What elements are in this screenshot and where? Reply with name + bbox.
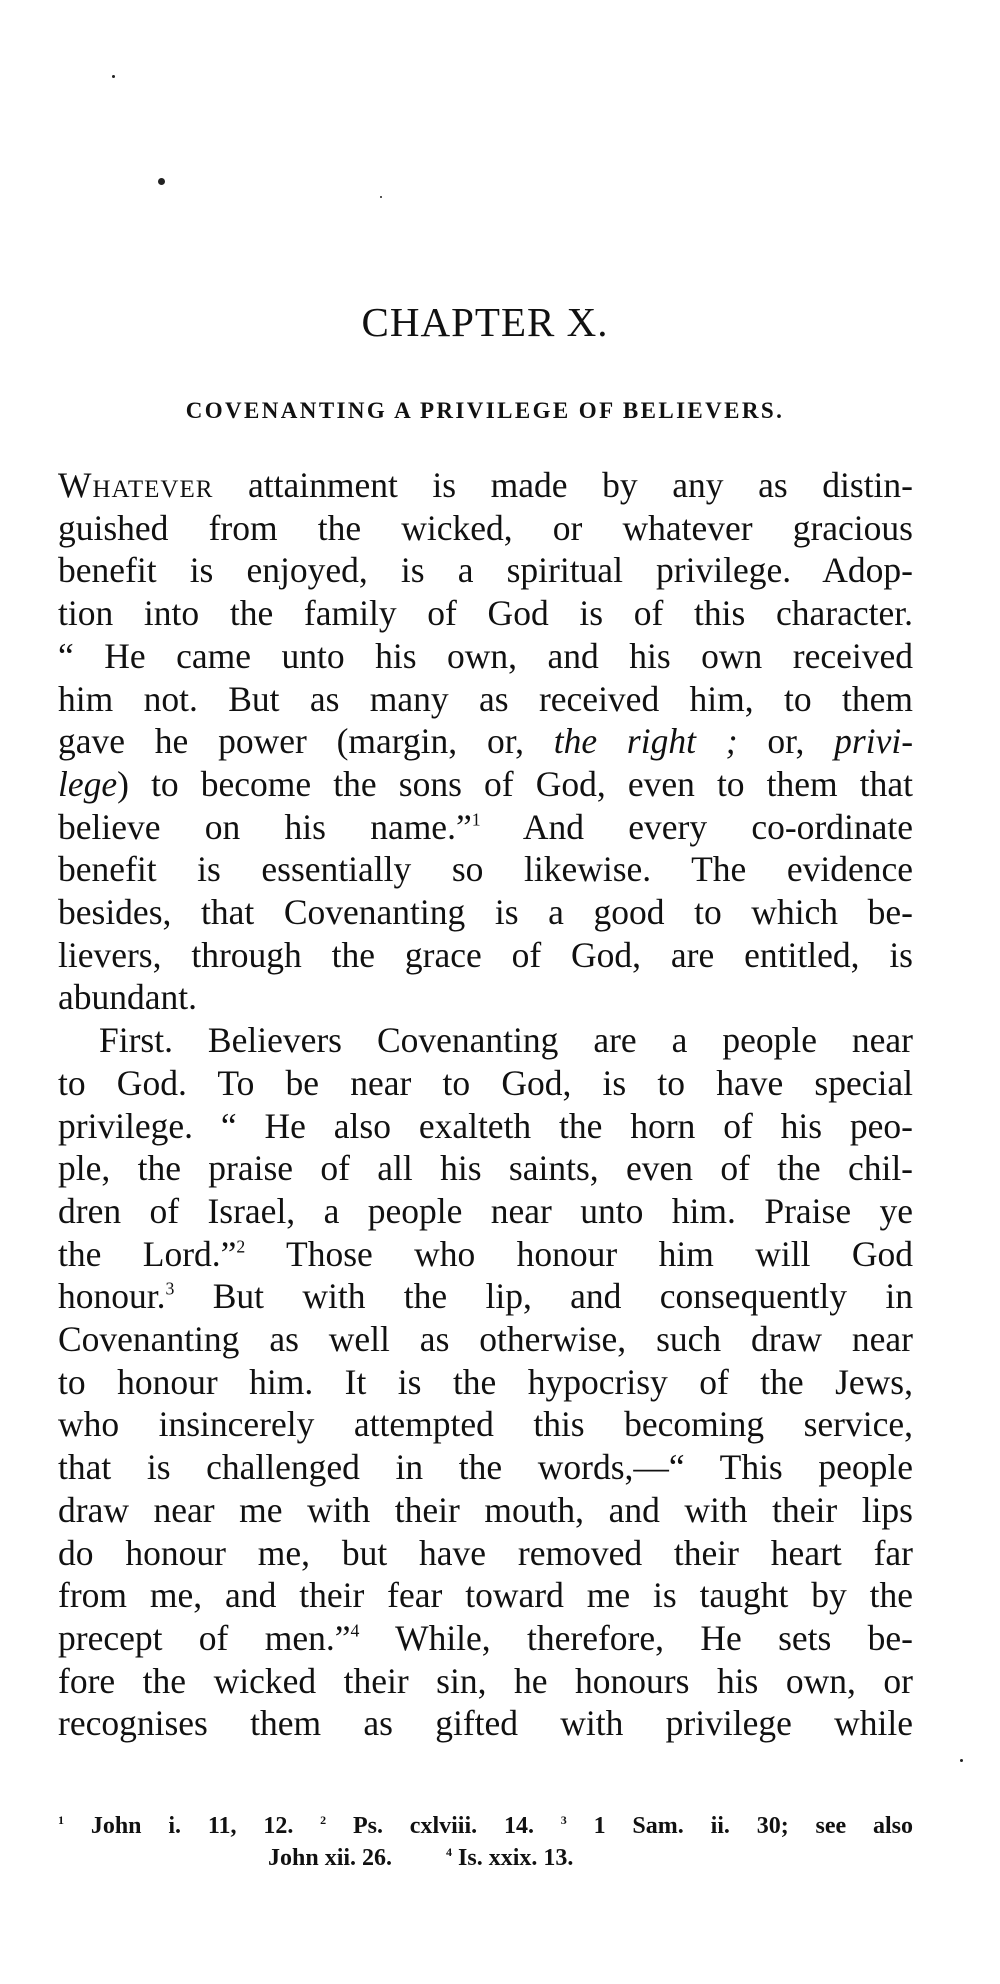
text-line: dren of Israel, a people near unto him. Praise ye xyxy=(58,1190,913,1231)
text-line: believe on his name.”$^1$ And every co-ordinate xyxy=(58,806,913,847)
text-line: recognises them as gifted with privilege while xyxy=(58,1703,913,1744)
footnote-row xyxy=(58,1810,913,1842)
text-line: Whatever attainment is made by any as distin- xyxy=(58,465,913,505)
text-line: from me, and their fear toward me is taught by the xyxy=(58,1575,913,1616)
text-line: precept of men.”$^4$ While, therefore, He sets be- xyxy=(58,1617,914,1658)
text-line: to God. To be near to God, is to have special xyxy=(58,1062,913,1103)
footnote-2: $^2$ Ps. cxlviii. 14. xyxy=(320,1813,534,1839)
body-text xyxy=(58,464,913,1745)
text-line: lege) to become the sons of God, even to them that xyxy=(58,763,913,804)
text-line: gave he power (margin, or, the right ; or, privi- xyxy=(58,721,914,762)
footnote-3: $^3$ 1 Sam. ii. 30; see also xyxy=(560,1813,914,1839)
text-line: First. Believers Covenanting are a people near xyxy=(99,1020,913,1061)
scan-speck xyxy=(112,75,115,78)
scan-speck xyxy=(158,178,165,185)
text-line: that is challenged in the words,—“ This people xyxy=(58,1447,913,1488)
chapter-title: CHAPTER X. xyxy=(361,299,609,345)
text-line: abundant. xyxy=(58,977,198,1018)
footnote-ref: 2 xyxy=(236,1236,246,1257)
footnote-3-continued: John xii. 26. xyxy=(268,1845,393,1871)
footnote-ref: 1 xyxy=(471,809,481,830)
drop-word: Whatever xyxy=(58,465,214,505)
scan-speck xyxy=(380,196,382,198)
text-line: guished from the wicked, or whatever gracious xyxy=(58,507,913,548)
text-line: do honour me, but have removed their heart far xyxy=(58,1532,913,1573)
scan-speck xyxy=(960,1759,963,1762)
text-line: the Lord.”$^2$ Those who honour him will God xyxy=(58,1233,913,1274)
chapter-subtitle: COVENANTING A PRIVILEGE OF BELIEVERS. xyxy=(185,398,785,423)
text-line: draw near me with their mouth, and with their lips xyxy=(58,1489,913,1530)
text-line: benefit is enjoyed, is a spiritual privilege. Adop- xyxy=(58,550,913,591)
text-line: benefit is essentially so likewise. The evidence xyxy=(58,849,913,890)
text-line: ple, the praise of all his saints, even of the chil- xyxy=(58,1148,913,1189)
text-line: privilege. “ He also exalteth the horn of his peo- xyxy=(58,1105,913,1146)
text-line: “ He came unto his own, and his own received xyxy=(58,635,913,676)
footnote-ref: 3 xyxy=(165,1279,175,1300)
text-line: Covenanting as well as otherwise, such draw near xyxy=(58,1319,913,1360)
footnotes xyxy=(58,1810,913,1874)
text-line: tion into the family of God is of this character. xyxy=(58,593,913,634)
footnote-1: $^1$ John i. 11, 12. xyxy=(58,1813,294,1839)
footnote-row xyxy=(58,1842,913,1874)
text-line: honour.$^3$ But with the lip, and consequently in xyxy=(58,1276,913,1317)
text-line: to honour him. It is the hypocrisy of the Jews, xyxy=(58,1361,913,1402)
text-line: him not. But as many as received him, to them xyxy=(58,678,913,719)
footnote-ref: 4 xyxy=(350,1620,360,1641)
text-line: lievers, through the grace of God, are entitled, is xyxy=(58,934,913,975)
text-line: fore the wicked their sin, he honours his own, or xyxy=(58,1660,913,1701)
text-line: who insincerely attempted this becoming service, xyxy=(58,1404,913,1445)
text-line: besides, that Covenanting is a good to which be- xyxy=(58,892,913,933)
footnote-4: $^4$ Is. xxix. 13. xyxy=(446,1845,574,1871)
